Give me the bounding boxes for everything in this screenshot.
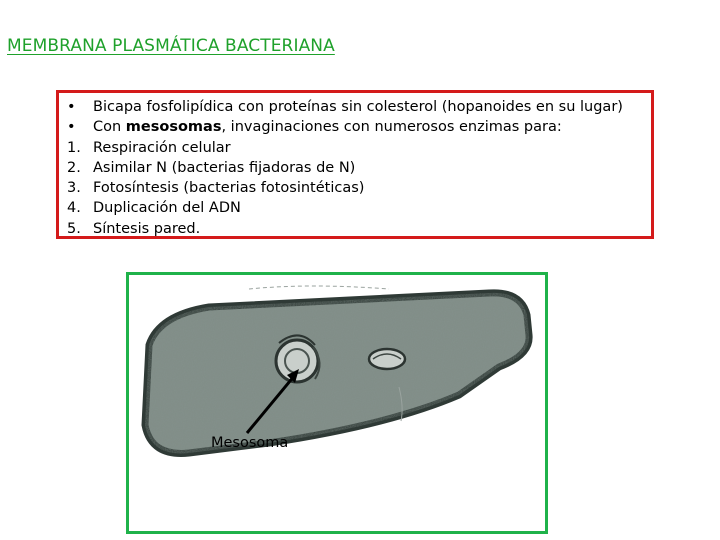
content-box <box>56 90 654 239</box>
mesosoma-caption: Mesosoma <box>211 435 289 451</box>
list-item-text: Asimilar N (bacterias fijadoras de N) <box>93 159 356 176</box>
number-marker: 1. <box>67 139 81 156</box>
text-suffix: , invaginaciones con numerosos enzimas para: <box>221 119 562 136</box>
list-item <box>67 117 623 137</box>
list-item <box>67 138 623 158</box>
bullet-marker: • <box>67 99 76 115</box>
feature-list <box>67 97 623 239</box>
list-item-text: Respiración celular <box>93 139 231 156</box>
number-marker: 4. <box>67 200 81 217</box>
text-prefix: Con <box>93 119 126 136</box>
secondary-mesosoma <box>369 349 405 369</box>
bacterium-micrograph <box>129 275 545 531</box>
list-item <box>67 178 623 198</box>
number-marker: 2. <box>67 159 81 176</box>
bacterium-cell <box>145 286 529 453</box>
list-item-text: Bicapa fosfolipídica con proteínas sin colesterol (hopanoides en su lugar) <box>93 99 623 115</box>
list-item-text <box>93 117 562 137</box>
number-marker: 5. <box>67 220 81 237</box>
number-marker: 3. <box>67 180 81 197</box>
list-item-text: Duplicación del ADN <box>93 200 241 217</box>
bacteria-figure <box>126 272 548 534</box>
list-item <box>67 97 623 117</box>
list-item-text: Fotosíntesis (bacterias fotosintéticas) <box>93 180 365 197</box>
list-item-text: Síntesis pared. <box>93 220 201 237</box>
bold-term: mesosomas <box>125 119 222 136</box>
list-item <box>67 219 623 239</box>
page-title: MEMBRANA PLASMÁTICA BACTERIANA <box>7 36 335 56</box>
list-item <box>67 198 623 218</box>
bullet-marker: • <box>67 119 76 136</box>
list-item <box>67 158 623 178</box>
